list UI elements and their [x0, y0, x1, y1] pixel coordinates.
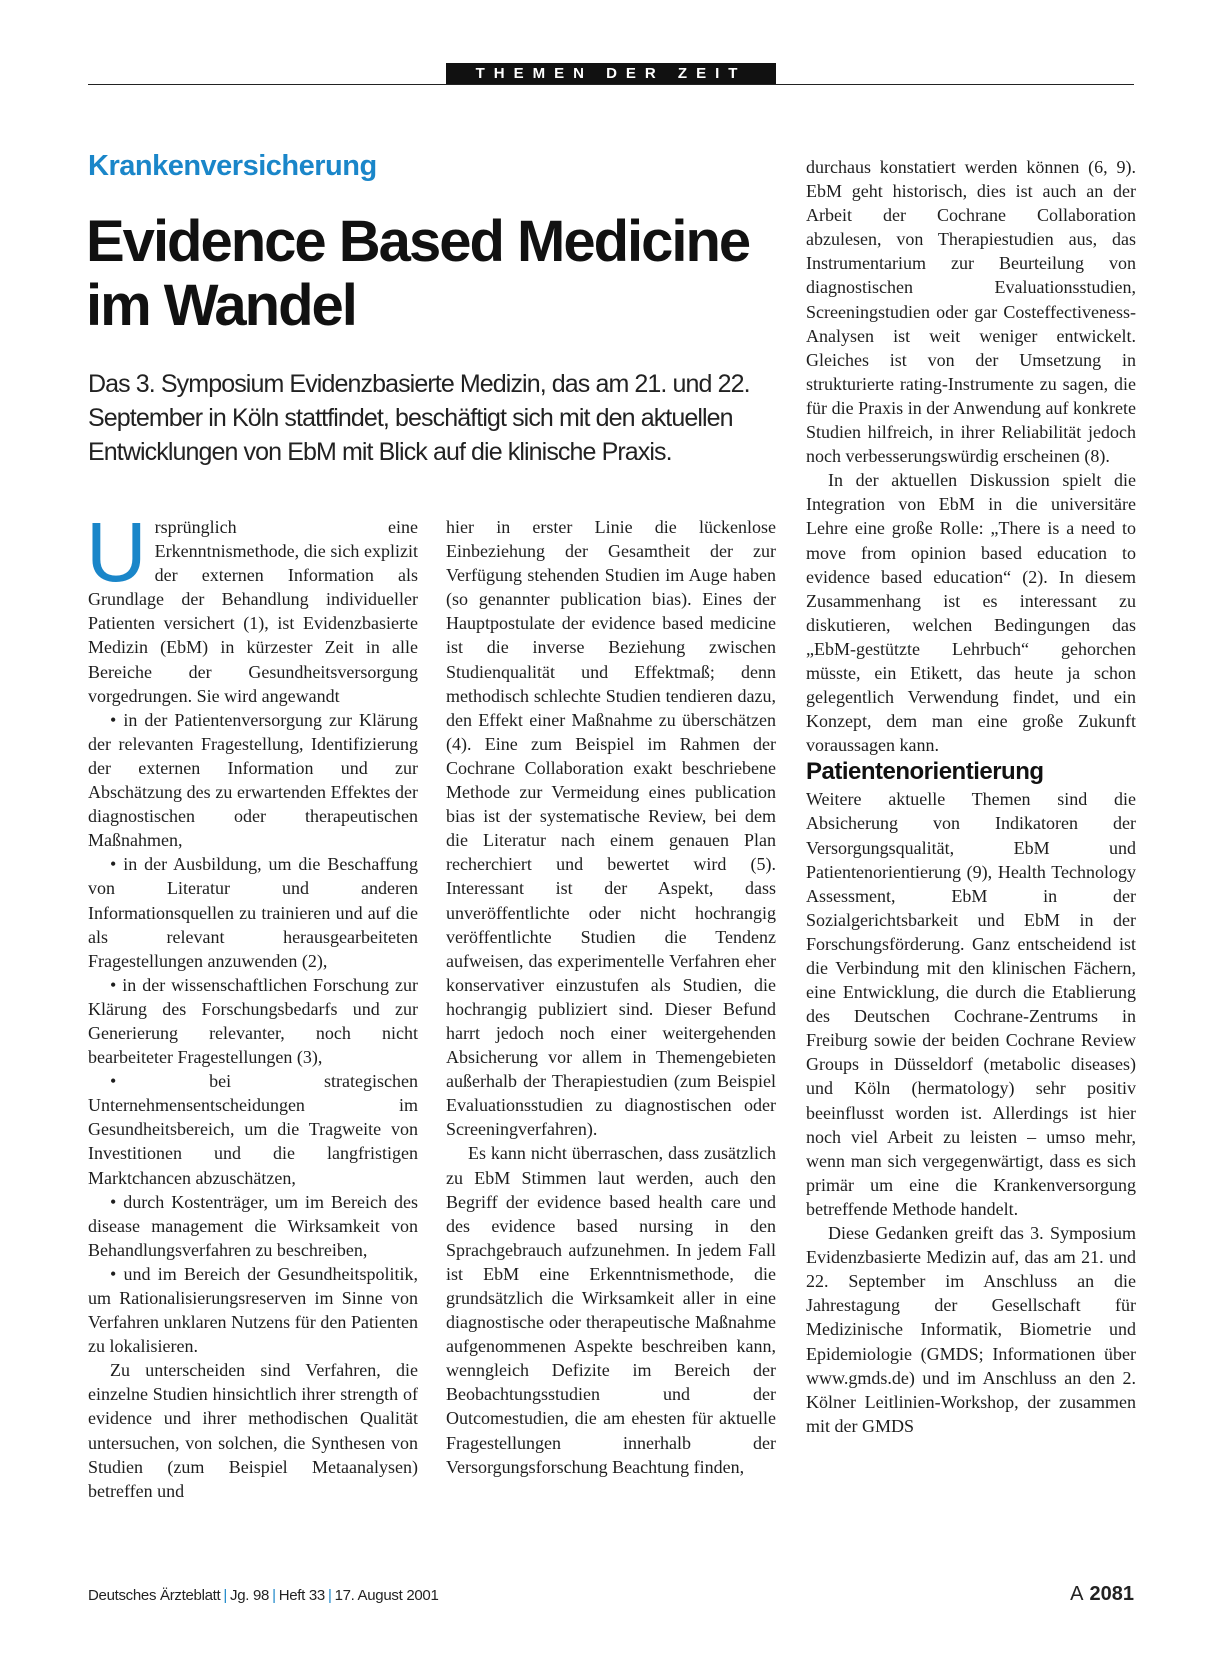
text-column-3 — [806, 155, 1136, 1438]
article-kicker: Krankenversicherung — [88, 150, 377, 182]
footer-separator: | — [327, 1587, 332, 1604]
journal-date: 17. August 2001 — [334, 1587, 439, 1604]
drop-cap: U — [86, 505, 147, 599]
article-deck: Das 3. Symposium Evidenzbasierte Medizin, das am 21. und 22. September in Köln stattfindet, beschäftigt sich mit den aktuellen Entwicklungen von EbM mit Blick auf die klinische Praxis. — [88, 370, 750, 466]
bullet-item: • in der Patientenversorgung zur Klärung der relevanten Fragestellung, Identifizierung der externen Information und zur Abschätzung des zu erwartenden Effektes der diagnostischen oder therapeutischen Maßnahmen, — [88, 709, 418, 851]
header-rule — [88, 84, 1134, 85]
body-paragraph: Zu unterscheiden sind Verfahren, die einzelne Studien hinsichtlich ihrer strength of evidence und ihrer methodischen Qualität untersuchen, von solchen, die Synthesen von Studien (zum Beispiel Metaanalysen) betreffen und — [88, 1360, 418, 1501]
section-banner: THEMEN DER ZEIT — [446, 63, 776, 84]
bullet-item: • in der wissenschaftlichen Forschung zur Klärung des Forschungsbedarfs und zur Generierung relevanter, noch nicht bearbeiteter Fragestellungen (3), — [88, 974, 418, 1068]
text-column-2 — [446, 515, 776, 1479]
page-number: 2081 — [1089, 1583, 1134, 1605]
footer-citation — [88, 1587, 439, 1604]
footer-separator: | — [272, 1587, 276, 1604]
body-paragraph: Es kann nicht überraschen, dass zusätzlich zu EbM Stimmen laut werden, auch den Begriff der evidence based health care und des evidence based nursing in den Sprachgebrauch aufzunehmen. In jedem Fall ist EbM eine Erkenntnismethode, die grundsätzlich die Wirksamkeit aller in eine diagnostische oder therapeutische Maßnahme aufgenommenen Aspekte beschreiben kann, wenngleich Defizite im Bereich der Beobachtungsstudien und der Outcomestudien, die am ehesten für aktuelle Fragestellungen innerhalb der Versorgungsforschung Beachtung finden, — [446, 1143, 776, 1477]
section-subhead: Patientenorientierung — [806, 758, 1044, 786]
page-number-block — [1070, 1583, 1134, 1606]
bullet-item: • durch Kostenträger, um im Bereich des disease management die Wirksamkeit von Behandlungsverfahren zu beschreiben, — [88, 1191, 418, 1260]
journal-name: Deutsches Ärzteblatt — [88, 1587, 221, 1604]
bullet-item: • bei strategischen Unternehmensentscheidungen im Gesundheitsbereich, um die Tragweite von Investitionen und die langfristigen Marktchancen abzuschätzen, — [88, 1071, 418, 1188]
intro-paragraph — [86, 505, 418, 708]
page-footer — [88, 1583, 1134, 1607]
page-prefix: A — [1070, 1583, 1084, 1605]
body-paragraph: In der aktuellen Diskussion spielt die Integration von EbM in die universitäre Lehre eine große Rolle: „There is a need to move from opinion based education to evidence based education“ (2). In diesem Zusammenhang ist es interessant zu diskutieren, welchen Bedingungen das „EbM-gestützte Lehrbuch“ gehorchen müsste, ein Etikett, das heute ja schon gelegentlich Verwendung findet, und ein Konzept, dem man eine große Zukunft voraussagen kann. — [806, 470, 1136, 756]
footer-separator: | — [223, 1587, 228, 1604]
body-paragraph: Weitere aktuelle Themen sind die Absicherung von Indikatoren der Versorgungsqualität, EbM und Patientenorientierung (9), Health Technology Assessment, EbM in der Sozialgerichtsbarkeit und EbM in der Forschungsförderung. Ganz entscheidend ist die Verbindung mit den klinischen Fächern, eine Entwicklung, die durch die Etablierung des Deutschen Cochrane-Zentrums in Freiburg sowie der beiden Cochrane Review Groups in Düsseldorf (metabolic diseases) und Köln (hermatology) sehr positiv beeinflusst worden ist. Allerdings ist hier noch viel Arbeit zu leisten – umso mehr, wenn man sich vergegenwärtigt, dass es sich primär um eine die Krankenversorgung betreffende Methode handelt. — [806, 789, 1136, 1219]
bullet-item: • und im Bereich der Gesundheitspolitik, um Rationalisierungsreserven im Sinne von Verfahren unklaren Nutzens für den Patienten zu lokalisieren. — [88, 1263, 418, 1357]
journal-volume: Jg. 98 — [230, 1587, 270, 1604]
intro-text: rsprünglich eine Erkenntnismethode, die sich explizit der externen Information als Grundlage der Behandlung individueller Patienten versichert (1), ist Evidenzbasierte Medizin (EbM) in kürzester Zeit in alle Bereiche der Gesundheitsversorgung vorgedrungen. Sie wird angewandt — [88, 517, 418, 706]
body-paragraph: hier in erster Linie die lückenlose Einbeziehung der Gesamtheit der zur Verfügung stehenden Studien im Auge haben (so genannter publication bias). Eines der Hauptpostulate der evidence based medicine ist die inverse Beziehung zwischen Studienqualität und Effektmaß; denn methodisch schlechte Studien tendieren dazu, den Effekt einer Maßnahme zu überschätzen (4). Eine zum Beispiel im Rahmen der Cochrane Collaboration exakt beschriebene Methode zur Vermeidung eines publication bias ist der systematische Review, bei dem die Literatur nach einem genauen Plan recherchiert und bewertet wird (5). Interessant ist der Aspekt, dass unveröffentlichte oder nicht hochrangig veröffentlichte Studien die Tendenz aufweisen, das experimentelle Verfahren eher konservativer einzustufen als Studien, die hochrangig publiziert sind. Dieser Befund harrt jedoch noch einer weitergehenden Absicherung vor allem in Themengebieten außerhalb der Therapiestudien (zum Beispiel Evaluationsstudien zu diagnostischen oder Screeningverfahren). — [446, 517, 776, 1140]
journal-issue: Heft 33 — [278, 1587, 325, 1604]
bullet-item: • in der Ausbildung, um die Beschaffung von Literatur und anderen Informationsquellen zu trainieren und auf die als relevant herausgearbeiteten Fragestellungen anzuwenden (2), — [88, 854, 418, 971]
body-paragraph: durchaus konstatiert werden können (6, 9). EbM geht historisch, dies ist auch an der Arbeit der Cochrane Collaboration abzulesen, von Therapiestudien aus, das Instrumentarium zur Beurteilung von diagnostischen Evaluationsstudien, Screeningstudien oder gar Costeffectiveness-Analysen ist weit weniger entwickelt. Gleiches ist von der Umsetzung in strukturierte rating-Instrumente zu sagen, die für die Praxis in der Anwendung auf konkrete Studien hilfreich, in ihrer Reliabilität jedoch noch verbesserungswürdig erscheinen (8). — [806, 157, 1136, 467]
body-paragraph: Diese Gedanken greift das 3. Symposium Evidenzbasierte Medizin auf, das am 21. und 22. September im Anschluss an die Jahrestagung der Gesellschaft für Medizinische Informatik, Biometrie und Epidemiologie (GMDS; Informationen über www.gmds.de) und im Anschluss an den 2. Kölner Leitlinien-Workshop, der zusammen mit der GMDS — [806, 1223, 1136, 1436]
text-column-1 — [86, 505, 418, 1503]
article-headline: Evidence Based Medicine im Wandel — [86, 209, 750, 338]
